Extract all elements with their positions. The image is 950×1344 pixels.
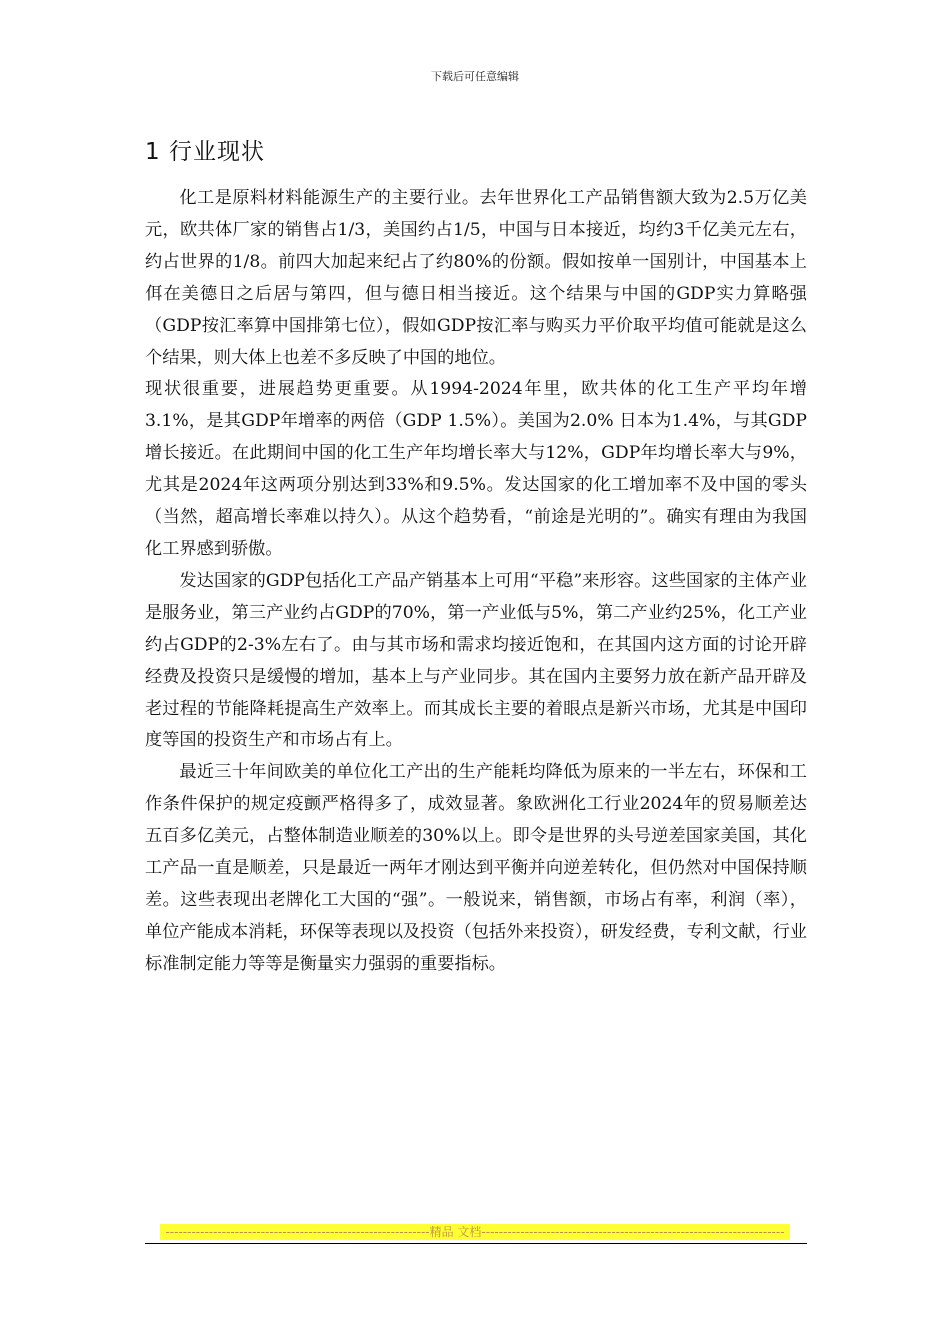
footer-label: -------------------------------------------------------------精品 文档---------------------------------------------------------------------- bbox=[165, 1225, 785, 1239]
paragraph-4: 最近三十年间欧美的单位化工产出的生产能耗均降低为原来的一半左右，环保和工作条件保护的规定疫颤严格得多了，成效显著。象欧洲化工行业2024年的贸易顺差达五百多亿美元，占整体制造业顺差的30%以上。即令是世界的头号逆差国家美国，其化工产品一直是顺差，只是最近一两年才刚达到平衡并向逆差转化，但仍然对中国保持顺差。这些表现出老牌化工大国的“强”。一般说来，销售额，市场占有率，利润（率），单位产能成本消耗，环保等表现以及投资（包括外来投资），研发经费，专利文献，行业标准制定能力等等是衡量实力强弱的重要指标。 bbox=[145, 762, 807, 974]
document-body bbox=[145, 183, 807, 981]
paragraph-1: 化工是原料材料能源生产的主要行业。去年世界化工产品销售额大致为2.5万亿美元，欧共体厂家的销售占1/3，美国约占1/5，中国与日本接近，均约3千亿美元左右，约占世界的1/8。前四大加起来纪占了约80%的份额。假如按单一国别计，中国基本上佴在美德日之后居与第四，但与德日相当接近。这个结果与中国的GDP实力算略强（GDP按汇率算中国排第七位），假如GDP按汇率与购买力平价取平均值可能就是这么个结果，则大体上也差不多反映了中国的地位。 bbox=[145, 188, 807, 368]
paragraph-3: 发达国家的GDP包括化工产品产销基本上可用“平稳”来形容。这些国家的主体产业是服务业，第三产业约占GDP的70%，第一产业低与5%，第二产业约25%，化工产业约占GDP的2-3%左右了。由与其市场和需求均接近饱和，在其国内这方面的讨论开辟经费及投资只是缓慢的增加，基本上与产业同步。其在国内主要努力放在新产品开辟及老过程的节能降耗提高生产效率上。而其成长主要的着眼点是新兴市场，尤其是中国印度等国的投资生产和市场占有上。 bbox=[145, 570, 807, 751]
page-header-note: 下载后可任意编辑 bbox=[431, 70, 519, 83]
footer-rule bbox=[145, 1243, 807, 1244]
paragraph-2: 现状很重要，进展趋势更重要。从1994-2024年里，欧共体的化工生产平均年增3.1%，是其GDP年增率的两倍（GDP 1.5%）。美国为2.0% 日本为1.4%，与其GDP增长接近。在此期间中国的化工生产年均增长率大与12%，GDP年均增长率大与9%，尤其是2024年这两项分别达到33%和9.5%。发达国家的化工增加率不及中国的零头（当然，超高增长率难以持久）。从这个趋势看，“前途是光明的”。确实有理由为我国化工界感到骄傲。 bbox=[145, 379, 807, 559]
section-title: 1 行业现状 bbox=[145, 139, 265, 165]
